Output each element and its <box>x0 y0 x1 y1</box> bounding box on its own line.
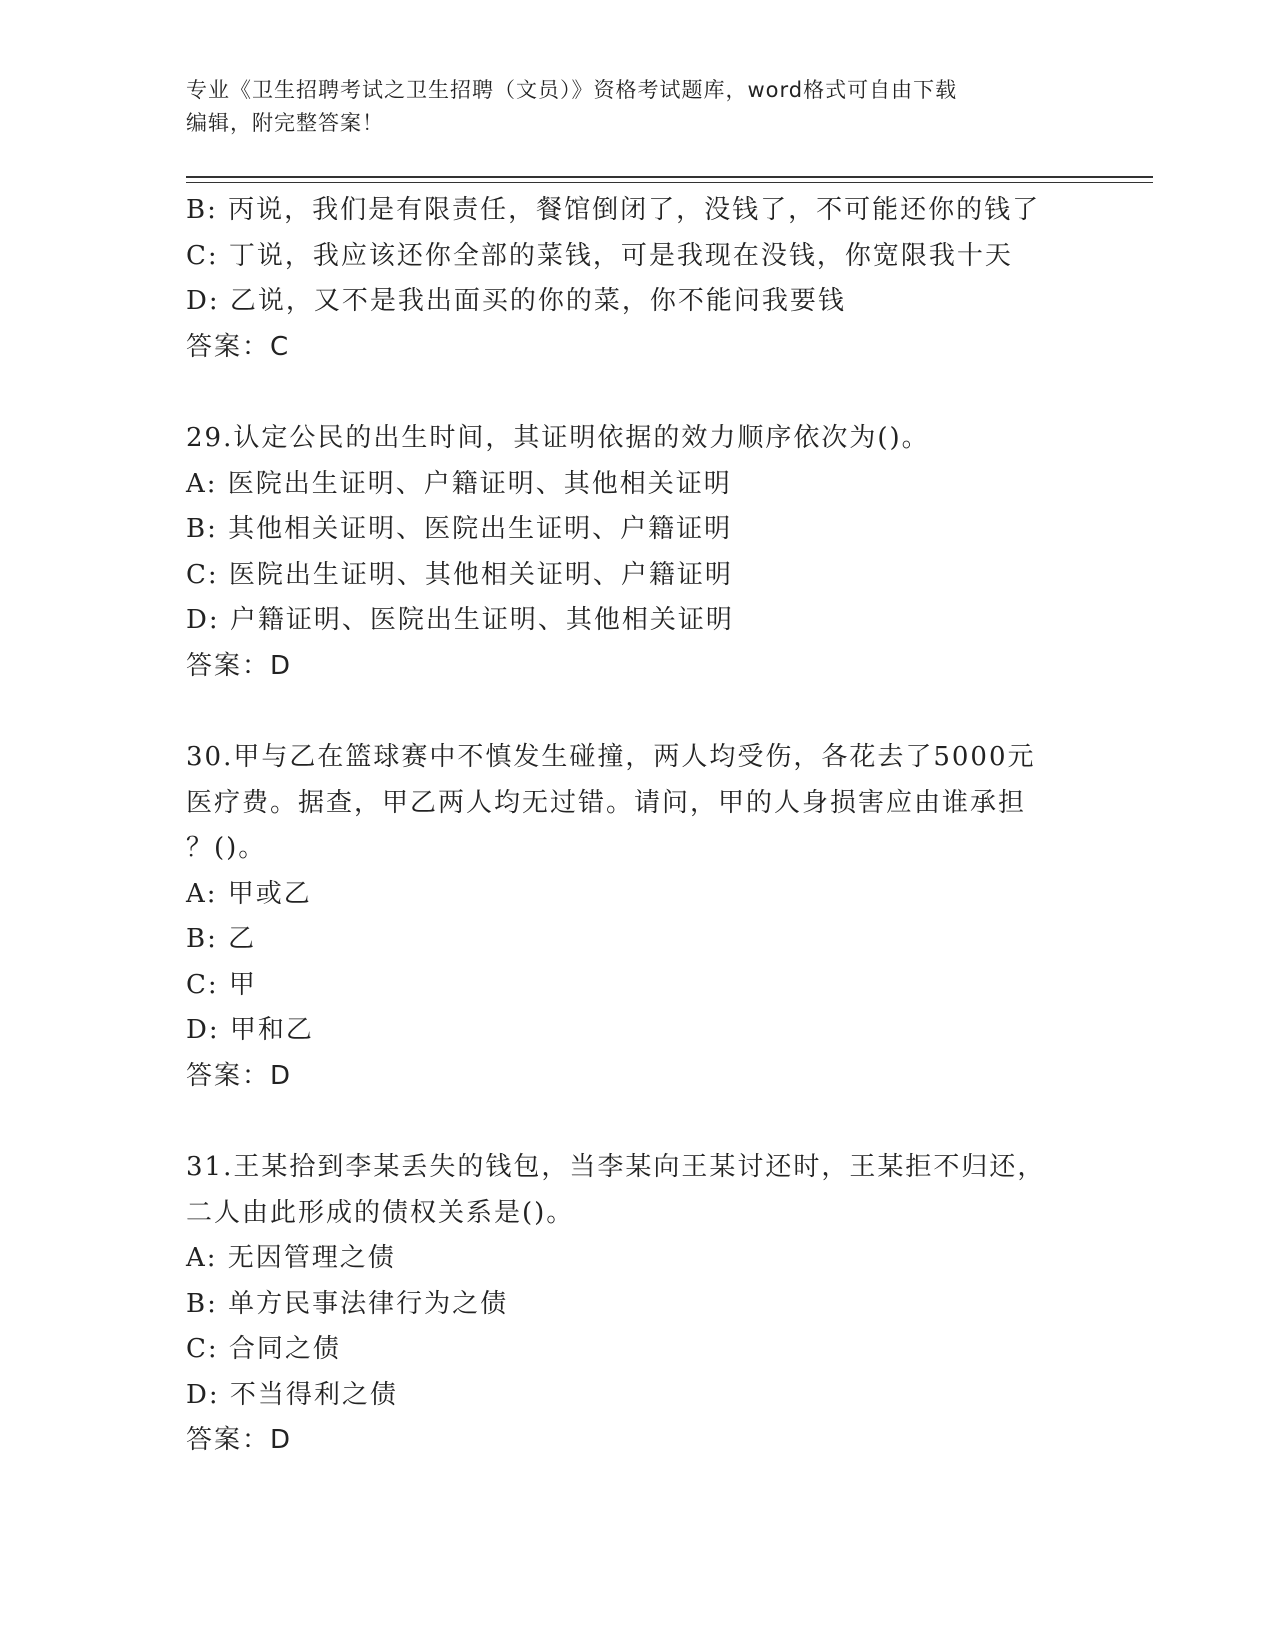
question-list <box>186 188 1086 1464</box>
option-d: D: 不当得利之债 <box>186 1379 398 1410</box>
option-d: D: 户籍证明、医院出生证明、其他相关证明 <box>186 605 734 635</box>
option-b: B: 乙 <box>186 924 257 954</box>
question-stem-line-2: 医疗费。据查，甲乙两人均无过错。请问，甲的人身损害应由谁承担 <box>186 787 1027 818</box>
option-a: A: 无因管理之债 <box>186 1243 396 1273</box>
option-a: A: 甲或乙 <box>186 878 312 909</box>
option-d: D: 甲和乙 <box>186 1015 314 1045</box>
option-b: B: 其他相关证明、医院出生证明、户籍证明 <box>186 514 733 544</box>
question-block-29 <box>186 416 1086 689</box>
answer-line: 答案：D <box>186 1425 293 1455</box>
option-b: B: 单方民事法律行为之债 <box>186 1288 509 1319</box>
answer-line: 答案：D <box>186 650 293 681</box>
option-c: C: 甲 <box>186 969 257 1000</box>
question-stem-line-2: 二人由此形成的债权关系是()。 <box>186 1197 575 1228</box>
question-block-31 <box>186 1145 1086 1464</box>
question-block-prev <box>186 188 1086 370</box>
spacer <box>186 370 1086 416</box>
header-line-1: 专业《卫生招聘考试之卫生招聘（文员）》资格考试题库，word格式可自由下载 <box>186 78 958 102</box>
header-divider-thin <box>186 182 1153 183</box>
spacer <box>186 689 1086 735</box>
question-stem-line-1: 31.王某拾到李某丢失的钱包，当李某向王某讨还时，王某拒不归还， <box>186 1152 1046 1182</box>
document-header <box>186 74 1086 140</box>
question-stem-line-1: 30.甲与乙在篮球赛中不慎发生碰撞，两人均受伤，各花去了5000元 <box>186 742 1036 772</box>
question-stem: 29.认定公民的出生时间，其证明依据的效力顺序依次为()。 <box>186 423 930 453</box>
option-c: C: 丁说，我应该还你全部的菜钱，可是我现在没钱，你宽限我十天 <box>186 240 1013 271</box>
option-d: D: 乙说，又不是我出面买的你的菜，你不能问我要钱 <box>186 286 846 316</box>
answer-line: 答案：D <box>186 1060 293 1091</box>
header-divider-thick <box>186 176 1153 178</box>
answer-line: 答案：C <box>186 331 291 362</box>
header-line-2: 编辑，附完整答案！ <box>186 111 384 135</box>
option-b: B: 丙说，我们是有限责任，餐馆倒闭了，没钱了，不可能还你的钱了 <box>186 195 1041 225</box>
option-c: C: 合同之债 <box>186 1334 341 1364</box>
spacer <box>186 1099 1086 1145</box>
question-stem-line-3: ？()。 <box>186 833 267 863</box>
option-a: A: 医院出生证明、户籍证明、其他相关证明 <box>186 468 732 499</box>
option-c: C: 医院出生证明、其他相关证明、户籍证明 <box>186 559 733 590</box>
question-block-30 <box>186 735 1086 1099</box>
